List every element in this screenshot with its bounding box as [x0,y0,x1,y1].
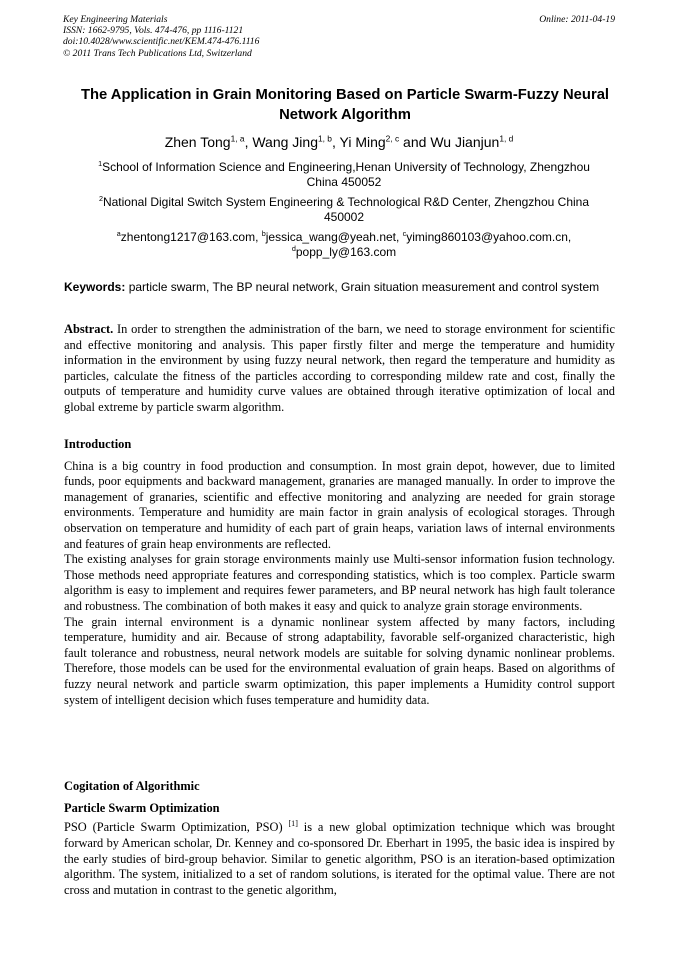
doi-line: doi:10.4028/www.scientific.net/KEM.474-476.1116 [63,36,260,48]
section-heading: Introduction [64,437,132,451]
author-name: Wang Jing [252,134,318,150]
affiliation-2: $^2$National Digital Switch System Engineering & Technological R&D Center, Zhengzhou China 450002 [98,194,590,224]
paragraph: The grain internal environment is a dynamic nonlinear system affected by many factors, including temperature, humidity and air. Because of strong adaptability, favorable self-organized characteristic, high fault tolerance and robustness, neural network models are suitable for solving dynamic nonlinear problems. Therefore, those models can be used for the environmental evaluation of grain heaps. Based on algorithms of fuzzy neural network and particle swarm optimization, this paper implements a Humidity control support system of intelligent decision which fuses temperature and humidity data. [64,614,615,707]
author-marker: 1, b [317,133,332,144]
email-list: $^a$zhentong1217@163.com, $^b$jessica_wang@yeah.net, $^c$yiming860103@yahoo.com.cn, $^d$popp_ly@163.com [116,229,572,259]
email-link[interactable]: jessica_wang@yeah.net [265,230,396,244]
issn-line: ISSN: 1662-9795, Vols. 474-476, pp 1116-1121 [63,25,244,37]
keywords-text: particle swarm, The BP neural network, Grain situation measurement and control system [128,280,600,294]
email-link[interactable]: yiming860103@yahoo.com.cn [406,230,568,244]
paragraph: PSO (Particle Swarm Optimization, PSO) [1] is a new global optimization technique which was brought forward by American scholar, Dr. Kenney and co-sponsored Dr. Eberhart in 1995, the basic idea is inspired by the early studies of bird-group behavior. Similar to genetic algorithm, PSO is an iteration-based optimization algorithm. The system, initialized to a set of random solutions, is iterated for the optimal value. There are not cross and mutation in contrast to the genetic algorithm, [64,819,615,897]
abstract [64,322,615,416]
subsection-heading: Particle Swarm Optimization [64,800,220,815]
cogitation-section [64,779,615,898]
journal-name: Key Engineering Materials [63,14,168,25]
keywords [64,280,615,295]
affiliation-1: $^1$School of Information Science and Engineering,Henan University of Technology, Zhengzhou China 450052 [98,159,590,189]
paragraph: The existing analyses for grain storage environments mainly use Multi-sensor information fusion technology. Those methods need appropriate features and corresponding statistics, which is too complex. Particle swarm algorithm is easy to implement and requires fewer parameters, and BP neural network has high fault tolerance and robustness. The combination of both makes it easy and quick to analyze grain storage environments. [64,552,615,613]
author-name: Wu Jianjun [430,134,500,150]
author-list: Zhen Tong$^{1, a}$, Wang Jing$^{1, b}$, Yi Ming$^{2, c}$ and Wu Jianjun$^{1, d}$ [164,133,514,150]
section-heading: Cogitation of Algorithmic [64,779,200,793]
copyright-line: © 2011 Trans Tech Publications Ltd, Switzerland [63,47,252,59]
abstract-label: Abstract. [64,322,114,336]
author-name: Yi Ming [339,134,386,150]
author-marker: 1, a [230,133,245,144]
keywords-label: Keywords: [64,280,126,294]
page-header [63,14,615,59]
paper-title: The Application in Grain Monitoring Based on Particle Swarm-Fuzzy Neural Network Algorithm [80,87,610,123]
abstract-text: In order to strengthen the administration of the barn, we need to storage environment for scientific and effective monitoring and analysis. This paper firstly filter and merge the temperature and humidity information in the environment by using fuzzy neural network, then regard the temperature and humidity as particles, calculate the fitness of the particles according to corresponding mildew rate and cost, finally the outputs of temperature and humidity curve values are obtained through iterative optimization of local and global extreme by particle swarm algorithm. [64,322,615,414]
author-marker: 2, c [385,133,400,144]
author-marker: 1, d [499,133,514,144]
online-date: Online: 2011-04-19 [539,14,615,25]
introduction-section [64,437,615,708]
citation-ref[interactable]: [1] [288,819,298,829]
paragraph: China is a big country in food production and consumption. In most grain depot, however, due to limited funds, poor equipments and backward management, granaries are managed manually. In order to improve the management of granaries, scientific and effective monitoring and analyzing are needed for grain storage environments. Temperature and humidity are main factor in grain analysis of ecological storages. Through observation on temperature and humidity of each part of grain heaps, variation laws of internal environments and features of grain heap environments are reflected. [64,458,615,551]
email-link[interactable]: popp_ly@163.com [295,244,397,259]
author-name: Zhen Tong [164,134,231,150]
email-link[interactable]: zhentong1217@163.com [120,230,256,244]
